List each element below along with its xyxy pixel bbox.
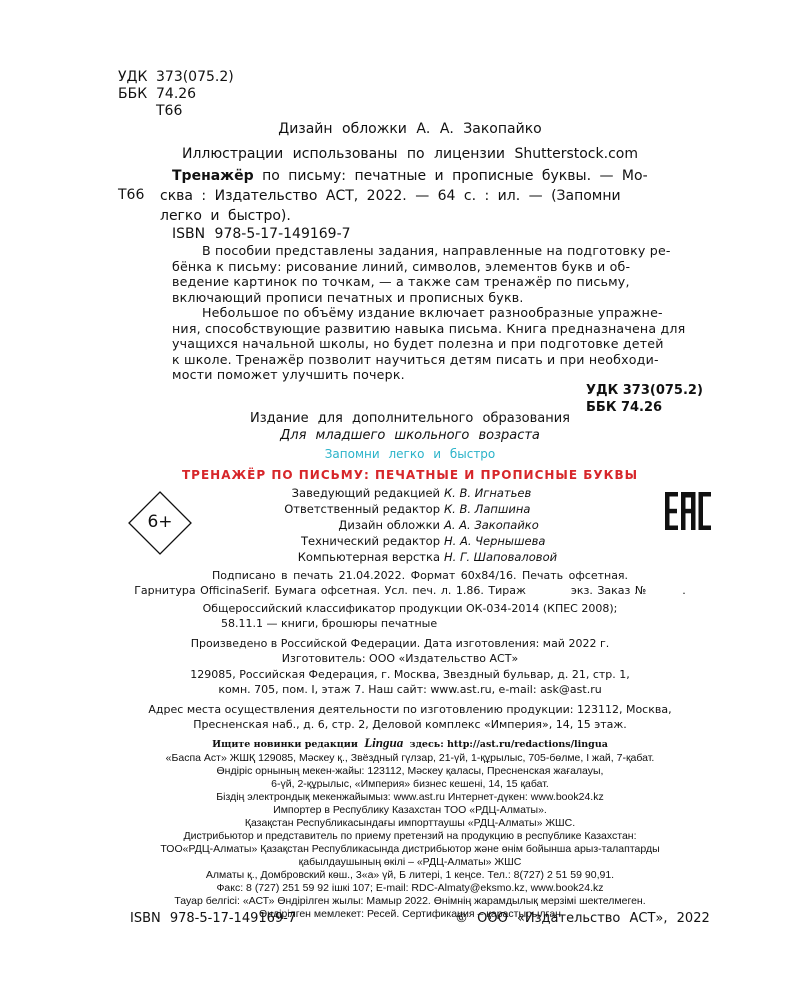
- illustrations-credit: Иллюстрации использованы по лицензии Shutterstock.com: [182, 146, 638, 162]
- staff-row: Технический редактор Н. А. Чернышева: [301, 534, 546, 548]
- manufacturer-line-4: комн. 705, пом. I, этаж 7. Наш сайт: www.ast.ru, e-mail: ask@ast.ru: [218, 683, 602, 696]
- udk-label: УДК: [118, 69, 148, 85]
- index-udk: УДК 373(075.2): [586, 383, 703, 398]
- edition-type: Издание для дополнительного образования: [250, 411, 570, 426]
- annotation: [172, 243, 710, 383]
- bbk-value: 74.26: [156, 86, 197, 102]
- udk-value: 373(075.2): [156, 69, 234, 85]
- series-name: Запомни легко и быстро: [324, 447, 496, 461]
- annotation-paragraph-1: В пособии представлены задания, направленные на подготовку ре- бёнка к письму: рисование линий, символов, элементов букв и об- ведение картинок по точкам, — а также сам тренажёр по письму, включающий прописи печатных и прописных букв.: [172, 243, 671, 305]
- manufacturer-line-2: Изготовитель: ООО «Издательство АСТ»: [281, 652, 519, 665]
- footer-copyright: © ООО «Издательство АСТ», 2022: [455, 911, 710, 926]
- okp-line-1: Общероссийский классификатор продукции ОК-034-2014 (КПЕС 2008);: [202, 602, 618, 615]
- book-title: Тренажёр: [172, 168, 254, 184]
- lingua-logo: Lingua: [364, 735, 404, 750]
- edition-audience: Для младшего школьного возраста: [280, 428, 540, 443]
- bibliography-side-mark: Т66: [118, 187, 145, 203]
- eac-logo-icon: [664, 491, 712, 531]
- staff-row: Дизайн обложки А. А. Закопайко: [338, 518, 539, 532]
- production-address-1: Адрес места осуществления деятельности по изготовлению продукции: 123112, Москва,: [148, 703, 672, 716]
- index-bbk: ББК 74.26: [586, 400, 663, 415]
- kazakhstan-import-block: «Баспа Аст» ЖШҚ 129085, Мәскеу қ., Звёздный гүлзар, 21-үй, 1-құрылыс, 705-бөлме, I жай, 7-қабат. Өндіріс орнының мекен-жайы: 123112, Мәскеу қаласы, Пресненская жағалауы, 6-үй, 2-құрылыс, «Империя» бизнес кешені, 14, 15 қабат. Біздің электрондық мекенжайымыз: www.ast.ru Интернет-дүкен: www.book24.kz Импортер в Республику Казахстан ТОО «РДЦ-Алматы». Қазақстан Республикасындағы импорттаушы «РДЦ-Алматы» ЖШС. Дистрибьютор и представитель по приему претензий на продукцию в республике Казахстан: ТОО«РДЦ-Алматы» Қазақстан Республикасында дистрибьютор және өнім бойынша арыз-талаптарды қабылдаушының өкілі – «РДЦ-Алматы» ЖШС Алматы қ., Домбровский көш., 3«а» үй, Б литері, 1 кеңсе. Тел.: 8(727) 2 51 59 90,91. Факс: 8 (727) 251 59 92 ішкі 107; E-mail: RDC-Almaty@eksmo.kz, www.book24.kz Тауар белгісі: «АСТ» Өндірілген жылы: Мамыр 2022. Өнімнің жарамдылық мерзімі шектелмеген. Өндірілген мемлекет: Ресей. Сертификация – қарастырылған: [160, 752, 660, 920]
- okp-line-2: 58.11.1 — книги, брошюры печатные: [221, 617, 438, 630]
- eac-mark: [664, 491, 712, 531]
- print-data-line-2: Гарнитура OfficinaSerif. Бумага офсетная. Усл. печ. л. 1.86. Тираж экз. Заказ № .: [134, 584, 686, 597]
- author-mark: Т66: [156, 103, 183, 119]
- isbn-record: ISBN 978-5-17-149169-7: [172, 226, 351, 242]
- print-data-line-1: Подписано в печать 21.04.2022. Формат 60x84/16. Печать офсетная.: [211, 569, 629, 582]
- annotation-paragraph-2: Небольшое по объёму издание включает разнообразные упражне- ния, способствующие развитию навыка письма. Книга предназначена для учащихся начальной школы, но будет полезна и при подготовке детей к школе. Тренажёр позволит научиться детям писать и при необходи- мости поможет улучшить почерк.: [172, 305, 686, 382]
- cover-design-credit: Дизайн обложки А. А. Закопайко: [278, 121, 542, 137]
- age-rating-text: 6+: [147, 512, 173, 532]
- staff-row: Ответственный редактор К. В. Лапшина: [284, 502, 531, 516]
- bibliography-description: Тренажёр по письму: печатные и прописные буквы. — Мо- сква : Издательство АСТ, 2022. — 64 с. : ил. — (Запомни легко и быстро).: [160, 168, 648, 224]
- book-title-caps: ТРЕНАЖЁР ПО ПИСЬМУ: ПЕЧАТНЫЕ И ПРОПИСНЫЕ БУКВЫ: [181, 468, 639, 482]
- bbk-label: ББК: [118, 86, 148, 102]
- age-rating-mark: [127, 490, 193, 556]
- lingua-line: Ищите новинки редакции Lingua здесь: http://ast.ru/redactions/lingua: [212, 735, 608, 750]
- manufacturer-line-1: Произведено в Российской Федерации. Дата изготовления: май 2022 г.: [190, 637, 610, 650]
- staff-row: Заведующий редакцией К. В. Игнатьев: [291, 486, 532, 500]
- staff-row: Компьютерная верстка Н. Г. Шаповаловой: [297, 550, 558, 564]
- production-address-2: Пресненская наб., д. 6, стр. 2, Деловой комплекс «Империя», 14, 15 этаж.: [193, 718, 627, 731]
- footer-isbn: ISBN 978-5-17-149169-7: [130, 911, 297, 926]
- classification-block: [118, 69, 234, 120]
- manufacturer-line-3: 129085, Российская Федерация, г. Москва, Звездный бульвар, д. 21, стр. 1,: [190, 668, 630, 681]
